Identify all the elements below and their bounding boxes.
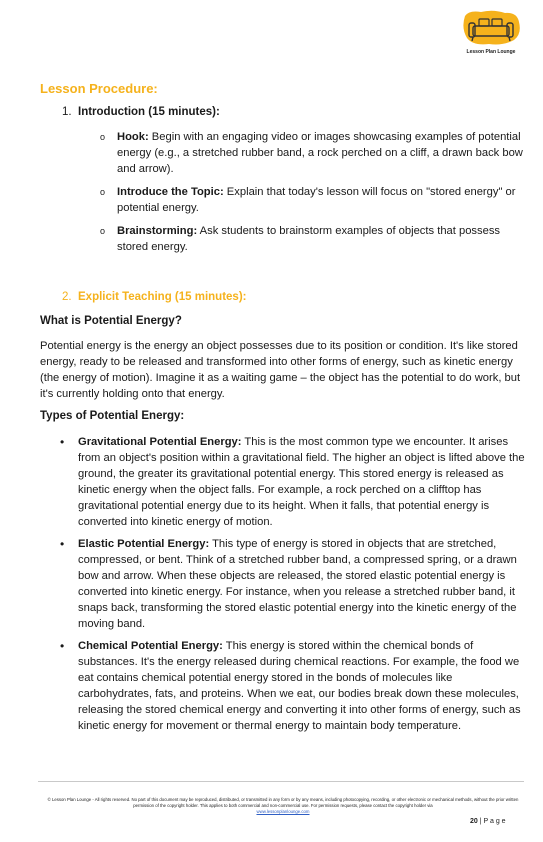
item-text: Ask students to brainstorm examples of objects that possess stored energy. xyxy=(117,225,501,253)
bullet-dot-icon: • xyxy=(60,537,65,551)
page-number xyxy=(470,818,506,825)
item-label: Hook: xyxy=(117,131,149,143)
step-number: 2. xyxy=(62,291,72,303)
step-title: Introduction (15 minutes): xyxy=(78,106,220,118)
list-item-brainstorming xyxy=(100,223,525,255)
item-label: Elastic Potential Energy: xyxy=(78,538,210,550)
item-text: This type of energy is stored in objects that are stretched, compressed, or bent. Think of a stretched rubber band, a compressed spring, or a drawn bow and arrow. When these objects are released, the stored elastic potential energy is converted into kinetic energy. For instance, when you release a stretched rubber band, it snaps back, transforming the stored elastic potential energy into the kinetic energy of the moving band. xyxy=(78,538,517,630)
step-introduction xyxy=(62,106,220,118)
types-list xyxy=(58,434,528,740)
list-item-hook xyxy=(100,129,525,177)
sofa-logo-icon xyxy=(459,10,523,48)
item-label: Brainstorming: xyxy=(117,225,198,237)
step-number: 1. xyxy=(62,106,72,118)
footer-divider xyxy=(38,781,524,782)
list-item-introduce-topic xyxy=(100,184,525,216)
introduction-list xyxy=(100,129,525,262)
item-text: This is the most common type we encounter. It arises from an object's position within a gravitational field. The higher an object is lifted above the ground, the greater its gravitational potential energy. This stored energy is released as kinetic energy when the object falls. For example, a rock perched on a clifftop has gravitational potential energy due to its height. When it falls, that potential energy is converted into kinetic energy of motion. xyxy=(78,436,525,528)
item-label: Introduce the Topic: xyxy=(117,186,224,198)
step-title: Explicit Teaching (15 minutes): xyxy=(78,291,247,303)
item-text: Begin with an engaging video or images showcasing examples of potential energy (e.g., a stretched rubber band, a rock perched on a cliff, a drawn back bow and arrow). xyxy=(117,131,523,175)
item-text: This energy is stored within the chemical bonds of substances. It's the energy released during chemical reactions. For example, the food we eat contains chemical potential energy stored in the bonds of molecules like carbohydrates, fats, and proteins. When we eat, our bodies break down these molecules, releasing the stored chemical energy and converting it into other forms of energy, such as kinetic energy for movement or thermal energy to maintain body temperature. xyxy=(78,640,521,732)
item-label: Gravitational Potential Energy: xyxy=(78,436,242,448)
item-label: Chemical Potential Energy: xyxy=(78,640,223,652)
bullet-dot-icon: • xyxy=(60,639,65,653)
website-link[interactable]: www.lessonplanlounge.com xyxy=(256,809,310,814)
list-item-elastic xyxy=(58,536,528,632)
page-label: | P a g e xyxy=(477,818,506,825)
brand-logo xyxy=(457,10,525,55)
copyright-notice xyxy=(44,797,522,815)
what-heading: What is Potential Energy? xyxy=(40,315,182,327)
item-text: Explain that today's lesson will focus on "stored energy" or potential energy. xyxy=(117,186,516,214)
section-title: Lesson Procedure: xyxy=(40,81,158,96)
brand-name: Lesson Plan Lounge xyxy=(466,49,516,55)
types-heading: Types of Potential Energy: xyxy=(40,410,185,422)
bullet-dot-icon: • xyxy=(60,435,65,449)
bullet-circle-icon: o xyxy=(100,132,106,142)
list-item-chemical xyxy=(58,638,528,734)
what-paragraph: Potential energy is the energy an object possesses due to its position or condition. It's like stored energy, ready to be released and transformed into other forms of energy, such as kinetic energy (the energy of motion). Imagine it as a waiting game – the object has the potential to do work, but it's currently holding onto that energy. xyxy=(40,340,521,400)
list-item-gravitational xyxy=(58,434,528,530)
copyright-text: © Lesson Plan Lounge - All rights reserved. No part of this document may be reproduced, distributed, or transmitted in any form or by any means, including photocopying, recording, or other electronic or mechanical methods, without the prior written permission of the copyright holder. This applies to both commercial and non-commercial use. For permission requests, please contact the copyright holder via xyxy=(47,797,519,808)
bullet-circle-icon: o xyxy=(100,187,106,197)
step-explicit-teaching xyxy=(62,291,247,303)
page-number-value: 20 xyxy=(470,818,478,825)
bullet-circle-icon: o xyxy=(100,226,106,236)
